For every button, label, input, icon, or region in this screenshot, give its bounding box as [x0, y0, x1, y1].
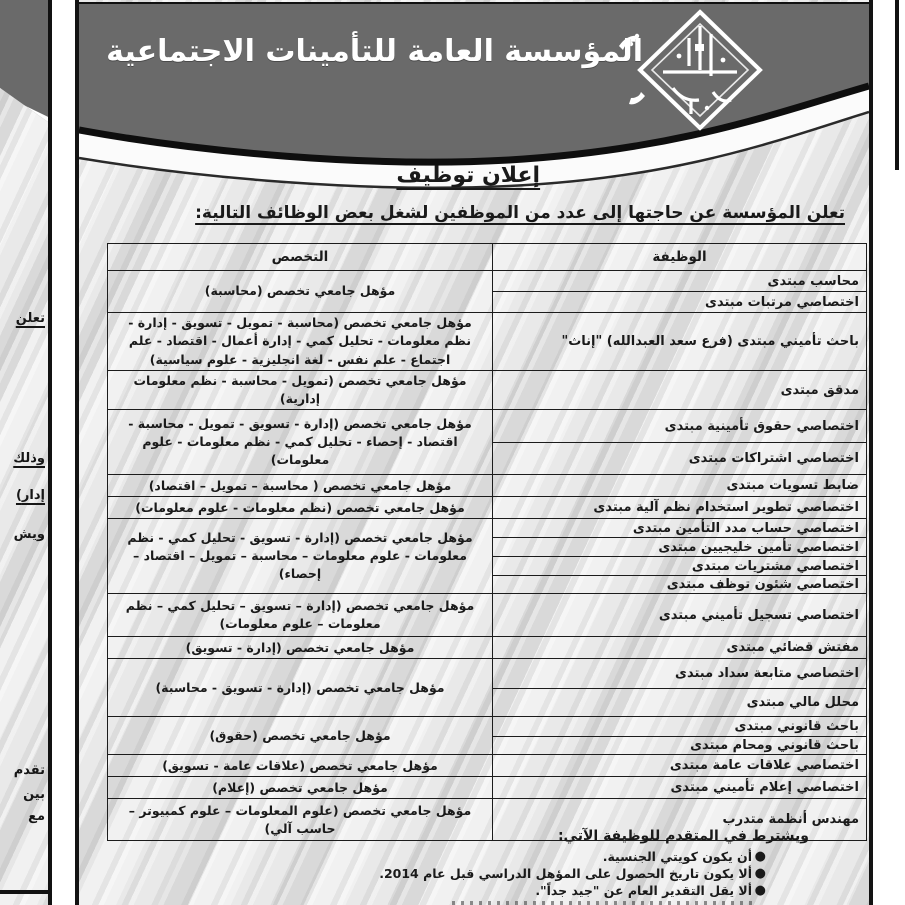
neighbour-column-border — [48, 0, 52, 905]
table-row — [108, 637, 867, 659]
job-cell: اختصاصي متابعة سداد مبتدى — [493, 659, 867, 689]
job-cell: مهندس أنظمة متدرب — [493, 799, 867, 841]
job-cell: محلل مالي مبتدى — [493, 689, 867, 717]
job-cell: اختصاصي تسجيل تأميني مبتدى — [493, 594, 867, 637]
table-row — [108, 594, 867, 637]
job-cell: اختصاصي مرتبات مبتدى — [493, 292, 867, 313]
left-neighbour-column — [0, 0, 48, 905]
spec-cell: مؤهل جامعي تخصص (محاسبة) — [108, 271, 493, 313]
list-item — [379, 883, 766, 900]
spec-cell: مؤهل جامعي تخصص (تمويل - محاسبة - نظم معلومات إدارية) — [108, 371, 493, 410]
table-row — [108, 777, 867, 799]
advert-title: إعلان توظيف — [396, 163, 541, 188]
advert-intro: تعلن المؤسسة عن حاجتها إلى عدد من الموظفين لشغل بعض الوظائف التالية: — [195, 203, 845, 223]
neighbour-bottom-rule — [0, 890, 48, 894]
cutoff-text-fragment — [452, 901, 752, 905]
job-cell: اختصاصي حساب مدد التأمين مبتدى — [493, 519, 867, 538]
job-cell: محاسب مبتدى — [493, 271, 867, 292]
list-item — [379, 849, 766, 866]
job-cell: باحث قانوني مبتدى — [493, 717, 867, 737]
table-row — [108, 519, 867, 538]
bullet-dot-icon: ● — [754, 866, 766, 881]
job-cell: اختصاصي حقوق تأمينية مبتدى — [493, 410, 867, 443]
table-row — [108, 371, 867, 410]
list-item — [379, 866, 766, 883]
left-neighbour-wave — [0, 93, 62, 129]
column-header-specialization: التخصص — [108, 244, 493, 271]
jobs-table — [107, 243, 867, 841]
right-neighbour-border — [895, 0, 899, 170]
torn-text-fragment: ويش — [13, 527, 45, 542]
spec-cell: مؤهل جامعي تخصص (إدارة - تسويق - تمويل - محاسبة - اقتصاد - إحصاء - تحليل كمي - نظم معلومات - علوم معلومات) — [108, 410, 493, 475]
spec-cell: مؤهل جامعي تخصص (حقوق) — [108, 717, 493, 755]
spec-cell: مؤهل جامعي تخصص (علوم المعلومات – علوم كمبيوتر – حاسب آلي) — [108, 799, 493, 841]
table-row — [108, 410, 867, 443]
requirements-list — [379, 849, 766, 900]
job-cell: اختصاصي تأمين خليجيين مبتدى — [493, 538, 867, 557]
job-cell: ضابط تسويات مبتدى — [493, 475, 867, 497]
requirement-text: ألا يقل التقدير العام عن "جيد جداً". — [535, 883, 752, 898]
torn-text-fragment: بين — [23, 787, 45, 802]
org-name: المؤسسة العامة للتأمينات الاجتماعية — [106, 34, 643, 69]
bullet-dot-icon: ● — [754, 883, 766, 898]
torn-text-fragment: تقدم — [13, 763, 45, 778]
job-advert — [75, 0, 873, 905]
job-cell: باحث قانوني ومحام مبتدى — [493, 737, 867, 755]
spec-cell: مؤهل جامعي تخصص (نظم معلومات - علوم معلومات) — [108, 497, 493, 519]
table-row — [108, 755, 867, 777]
job-cell: اختصاصي علاقات عامة مبتدى — [493, 755, 867, 777]
spec-cell: مؤهل جامعي تخصص (إعلام) — [108, 777, 493, 799]
spec-cell: مؤهل جامعي تخصص (إدارة - تسويق - محاسبة) — [108, 659, 493, 717]
column-header-position: الوظيفة — [493, 244, 867, 271]
table-row — [108, 271, 867, 292]
spec-cell: مؤهل جامعي تخصص (علاقات عامة - تسويق) — [108, 755, 493, 777]
torn-text-fragment: تعلن — [15, 311, 45, 326]
torn-text-fragment: وذلك — [13, 451, 45, 466]
requirement-text: أن يكون كويتي الجنسية. — [602, 849, 752, 864]
bullet-dot-icon: ● — [754, 849, 766, 864]
requirement-text: ألا يكون تاريخ الحصول على المؤهل الدراسي قبل عام 2014. — [379, 866, 752, 881]
job-cell: اختصاصي إعلام تأميني مبتدى — [493, 777, 867, 799]
job-cell: اختصاصي مشتريات مبتدى — [493, 557, 867, 576]
job-cell: مدقق مبتدى — [493, 371, 867, 410]
job-cell: اختصاصي تطوير استخدام نظم آلية مبتدى — [493, 497, 867, 519]
requirements-title: ويشترط في المتقدم للوظيفة الآتي: — [557, 828, 809, 844]
torn-text-fragment: مع — [28, 809, 45, 824]
job-cell: باحث تأميني مبتدى (فرع سعد العبدالله) "إناث" — [493, 313, 867, 371]
spec-cell: مؤهل جامعي تخصص ( محاسبة – تمويل – اقتصاد) — [108, 475, 493, 497]
table-row — [108, 475, 867, 497]
spec-cell: مؤهل جامعي تخصص (إدارة – تسويق – تحليل كمي – نظم معلومات – علوم معلومات) — [108, 594, 493, 637]
table-header-row — [108, 244, 867, 271]
table-row — [108, 497, 867, 519]
job-cell: اختصاصي اشتراكات مبتدى — [493, 443, 867, 475]
table-row — [108, 659, 867, 689]
spec-cell: مؤهل جامعي تخصص (محاسبة - تمويل - تسويق - إدارة - نظم معلومات - تحليل كمي - إدارة أعمال - اقتصاد - علم اجتماع - علم نفس - لغة انجليزية - علوم سياسية) — [108, 313, 493, 371]
left-neighbour-header — [0, 0, 48, 122]
table-row — [108, 717, 867, 737]
job-cell: اختصاصي شئون توظف مبتدى — [493, 576, 867, 594]
job-cell: مفتش قضائي مبتدى — [493, 637, 867, 659]
torn-text-fragment: (إدار — [15, 488, 45, 503]
spec-cell: مؤهل جامعي تخصص (إدارة - تسويق - تحليل كمي - نظم معلومات - علوم معلومات – محاسبة – تمويل – اقتصاد – إحصاء) — [108, 519, 493, 594]
table-row — [108, 313, 867, 371]
spec-cell: مؤهل جامعي تخصص (إدارة - تسويق) — [108, 637, 493, 659]
